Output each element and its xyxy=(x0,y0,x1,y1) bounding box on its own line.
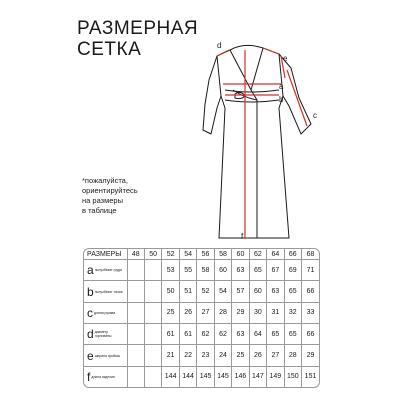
table-cell: 52 xyxy=(197,281,214,302)
table-cell: 25 xyxy=(232,345,249,366)
table-cell: 29 xyxy=(232,302,249,323)
table-cell xyxy=(127,281,144,302)
table-cell: 32 xyxy=(284,302,301,323)
size-note xyxy=(82,176,192,216)
table-cell: 62 xyxy=(197,324,214,345)
header-size: 58 xyxy=(214,249,231,260)
header-size: 50 xyxy=(144,249,161,260)
table-cell xyxy=(127,324,144,345)
row-label xyxy=(84,366,127,387)
label-d: d xyxy=(217,41,222,50)
table-cell: 58 xyxy=(197,260,214,281)
note-line-3: на размеры xyxy=(82,196,123,205)
table-cell: 62 xyxy=(214,324,231,345)
table-cell: 66 xyxy=(302,324,319,345)
table-cell: 21 xyxy=(162,345,179,366)
table-cell xyxy=(144,281,161,302)
table-cell: 66 xyxy=(302,281,319,302)
table-cell: 26 xyxy=(179,302,196,323)
note-line-2: ориентируйтесь xyxy=(82,186,138,195)
table-cell: 65 xyxy=(284,324,301,345)
table-cell: 33 xyxy=(302,302,319,323)
table-row xyxy=(84,302,319,323)
table-cell xyxy=(127,302,144,323)
table-cell: 69 xyxy=(284,260,301,281)
table-cell: 63 xyxy=(267,281,284,302)
header-size: 60 xyxy=(232,249,249,260)
row-letter: a xyxy=(87,263,94,278)
table-cell: 64 xyxy=(249,324,266,345)
table-cell: 60 xyxy=(249,281,266,302)
table-cell: 27 xyxy=(197,302,214,323)
table-row xyxy=(84,366,319,387)
table-cell xyxy=(127,260,144,281)
row-label xyxy=(84,324,127,345)
header-size: 48 xyxy=(127,249,144,260)
table-cell: 63 xyxy=(232,260,249,281)
table-cell: 149 xyxy=(267,366,284,387)
title-line-2: СЕТКА xyxy=(77,39,142,60)
row-description: длина рукава xyxy=(94,310,116,315)
table-cell: 61 xyxy=(179,324,196,345)
table-cell: 28 xyxy=(214,302,231,323)
row-letter: f xyxy=(87,369,91,384)
header-size: 56 xyxy=(197,249,214,260)
row-letter: d xyxy=(87,327,94,342)
table-cell: 30 xyxy=(249,302,266,323)
table-cell: 29 xyxy=(302,345,319,366)
table-cell: 147 xyxy=(249,366,266,387)
table-cell: 67 xyxy=(267,260,284,281)
table-row xyxy=(84,345,319,366)
title-line-1: РАЗМЕРНАЯ xyxy=(77,18,199,39)
label-e: e xyxy=(283,54,288,63)
header-size: 54 xyxy=(179,249,196,260)
label-c: c xyxy=(313,111,317,120)
table-cell: 65 xyxy=(249,260,266,281)
header-sizes-label: РАЗМЕРЫ xyxy=(84,249,127,260)
dress-outline xyxy=(203,45,311,238)
table-cell: 151 xyxy=(302,366,319,387)
row-letter: b xyxy=(87,284,94,299)
row-letter: e xyxy=(87,348,94,363)
row-description: полуобхват талии xyxy=(94,289,123,294)
row-description: диаметр горловины xyxy=(94,330,112,339)
table-header-row xyxy=(84,249,319,260)
table-cell: 31 xyxy=(267,302,284,323)
header-size: 62 xyxy=(249,249,266,260)
table-cell xyxy=(144,366,161,387)
table-cell: 65 xyxy=(284,281,301,302)
row-description: ширина проймы xyxy=(94,353,121,358)
table-cell: 144 xyxy=(162,366,179,387)
table-cell: 22 xyxy=(179,345,196,366)
table-cell: 57 xyxy=(232,281,249,302)
row-label xyxy=(84,302,127,323)
table-cell: 145 xyxy=(214,366,231,387)
header-size: 68 xyxy=(302,249,319,260)
table-cell: 24 xyxy=(214,345,231,366)
row-description: длина изделия xyxy=(91,374,115,379)
table-cell xyxy=(144,345,161,366)
header-size: 64 xyxy=(267,249,284,260)
size-chart-table xyxy=(83,248,320,388)
table-cell: 27 xyxy=(267,345,284,366)
note-line-1: *пожалуйста, xyxy=(82,176,128,185)
table-cell xyxy=(127,366,144,387)
table-cell: 50 xyxy=(162,281,179,302)
table-cell: 26 xyxy=(249,345,266,366)
table-cell: 150 xyxy=(284,366,301,387)
table-row xyxy=(84,324,319,345)
table-cell: 146 xyxy=(232,366,249,387)
table-cell: 65 xyxy=(267,324,284,345)
row-description: полуобхват груди xyxy=(94,268,122,273)
note-line-4: в таблице xyxy=(82,206,117,215)
table-cell: 63 xyxy=(232,324,249,345)
row-label xyxy=(84,260,127,281)
table-cell: 61 xyxy=(162,324,179,345)
label-b: b xyxy=(279,95,284,104)
page-title xyxy=(77,18,198,60)
table-cell: 51 xyxy=(179,281,196,302)
table-row xyxy=(84,281,319,302)
header-size: 66 xyxy=(284,249,301,260)
table-row xyxy=(84,260,319,281)
row-letter: c xyxy=(87,305,93,320)
table-cell: 54 xyxy=(214,281,231,302)
table-cell: 28 xyxy=(284,345,301,366)
table-cell xyxy=(144,260,161,281)
table-cell xyxy=(144,302,161,323)
table-cell: 23 xyxy=(197,345,214,366)
table-cell: 25 xyxy=(162,302,179,323)
table-cell: 53 xyxy=(162,260,179,281)
table-cell xyxy=(144,324,161,345)
table-cell xyxy=(127,345,144,366)
table-cell: 71 xyxy=(302,260,319,281)
table-cell: 145 xyxy=(197,366,214,387)
label-a: a xyxy=(279,82,284,91)
row-label xyxy=(84,345,127,366)
table-cell: 60 xyxy=(214,260,231,281)
header-size: 52 xyxy=(162,249,179,260)
dress-diagram xyxy=(195,38,335,240)
label-f: f xyxy=(241,232,244,240)
row-label xyxy=(84,281,127,302)
table-cell: 144 xyxy=(179,366,196,387)
table-cell: 55 xyxy=(179,260,196,281)
